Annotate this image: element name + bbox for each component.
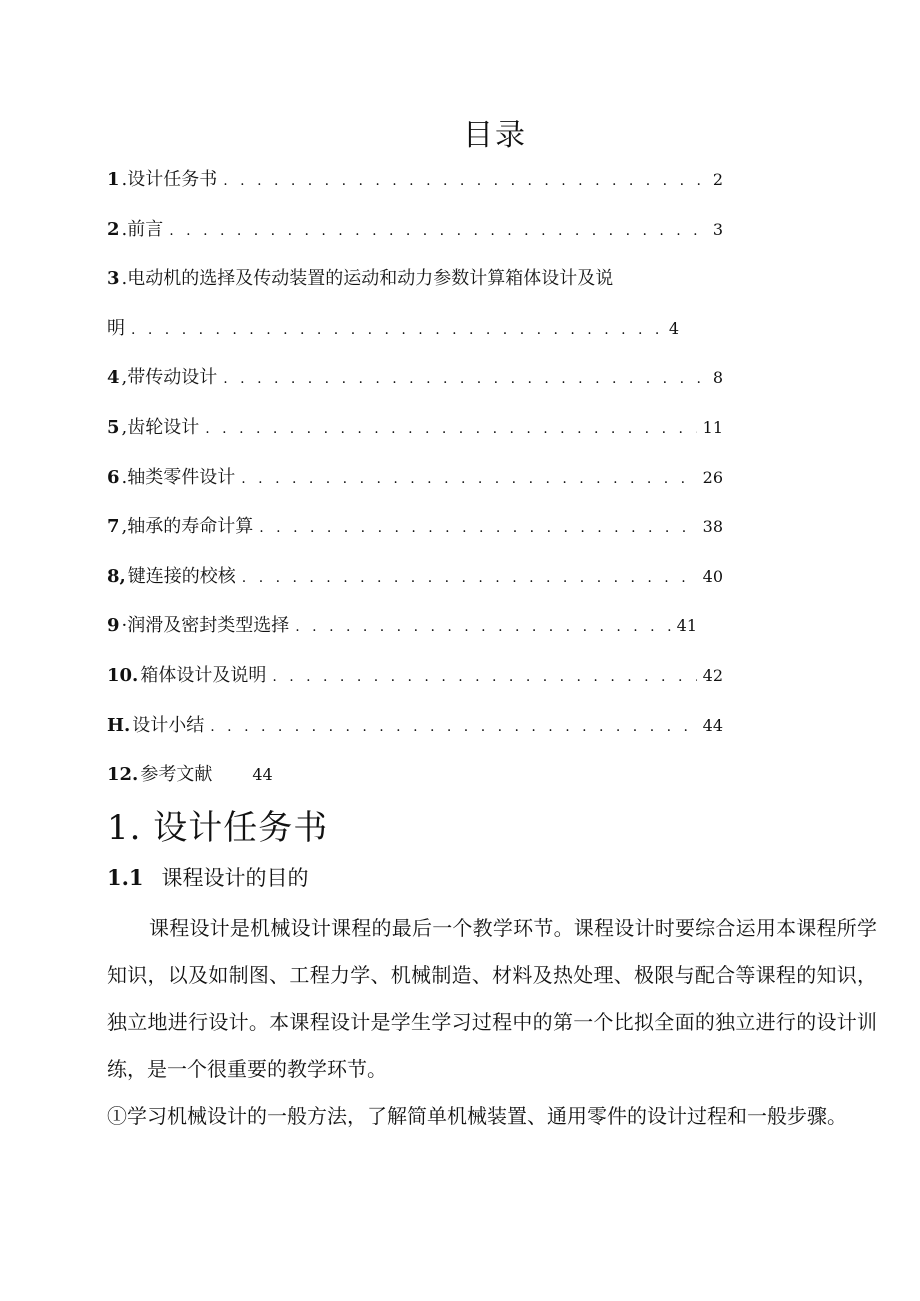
- subsection-title: 课程设计的目的: [161, 866, 309, 890]
- section-heading: 1. 设计任务书: [107, 808, 329, 848]
- toc-entry-number: 1: [107, 169, 120, 190]
- toc-entry-11[interactable]: [107, 706, 723, 756]
- subsection-heading: [107, 862, 309, 892]
- toc-entry-number: 12.: [107, 764, 139, 786]
- toc-entry-title: 箱体设计及说明: [140, 664, 267, 686]
- toc-entry-number: 3: [107, 268, 120, 290]
- toc-entry-number: 8,: [107, 565, 126, 587]
- toc-entry-number: 7: [107, 516, 120, 538]
- toc-entry-page: 38: [702, 517, 723, 537]
- toc-entry-separator: ,: [121, 367, 128, 389]
- toc-entry-title: 设计任务书: [127, 169, 218, 190]
- toc-entry-title: 明: [107, 317, 125, 339]
- toc-entry-page: 44: [702, 715, 723, 735]
- toc-title: 目录: [463, 118, 527, 153]
- toc-entry-page: 44: [252, 765, 273, 785]
- dot-leader: [223, 359, 707, 399]
- toc-entry-2[interactable]: [107, 210, 723, 260]
- dot-leader: [259, 508, 696, 548]
- paragraph: 课程设计是机械设计课程的最后一个教学环节。课程设计时要综合运用本课程所学知识，以及如制图、工程力学、机械制造、材料及热处理、极限与配合等课程的知识，独立地进行设计。本课程设计是学生学习过程中的第一个比拟全面的独立进行的设计训练，是一个很重要的教学环节。: [107, 916, 877, 1081]
- toc-entry-3-continued[interactable]: [107, 309, 679, 359]
- toc-entry-number: 2: [107, 218, 120, 240]
- body-text: [107, 905, 877, 1140]
- toc-entry-title: 轴承的寿命计算: [127, 516, 254, 538]
- toc-entry-number: 10.: [107, 664, 139, 686]
- toc-entry-title: 齿轮设计: [127, 416, 200, 438]
- dot-leader: [205, 409, 696, 449]
- toc-entry-separator: .: [121, 268, 128, 290]
- subsection-number: 1.1: [107, 865, 144, 890]
- toc-entry-number: 4: [107, 367, 120, 389]
- toc-entry-page: 26: [702, 467, 723, 487]
- dot-leader: [169, 211, 707, 251]
- toc-entry-number: 5: [107, 416, 120, 438]
- dot-leader: [223, 161, 707, 201]
- dot-leader: [242, 558, 697, 598]
- table-of-contents: [107, 160, 723, 805]
- toc-entry-10[interactable]: [107, 656, 723, 706]
- dot-leader: [241, 459, 696, 499]
- toc-entry-title: 电动机的选择及传动装置的运动和动力参数计算箱体设计及说: [127, 268, 614, 290]
- toc-entry-page: 4: [668, 318, 679, 338]
- toc-entry-separator: .: [121, 218, 128, 240]
- toc-entry-page: 40: [702, 566, 723, 586]
- toc-entry-page: 3: [712, 219, 723, 239]
- toc-entry-6[interactable]: [107, 458, 723, 508]
- toc-entry-title: 设计小结: [132, 714, 205, 736]
- toc-entry-number: 9: [107, 615, 120, 637]
- toc-entry-separator: ,: [121, 416, 128, 438]
- toc-entry-separator: ,: [121, 516, 128, 538]
- toc-entry-title: 带传动设计: [127, 367, 218, 389]
- toc-entry-9[interactable]: [107, 606, 697, 656]
- toc-entry-4[interactable]: [107, 358, 723, 408]
- toc-entry-7[interactable]: [107, 507, 723, 557]
- toc-entry-page: 2: [712, 170, 723, 189]
- dot-leader: [131, 310, 663, 350]
- toc-entry-12[interactable]: [107, 755, 723, 805]
- toc-entry-page: 42: [702, 665, 723, 685]
- paragraph: ①学习机械设计的一般方法，了解简单机械装置、通用零件的设计过程和一般步骤。: [107, 1104, 847, 1128]
- toc-entry-title: 轴类零件设计: [127, 466, 236, 488]
- dot-leader: [210, 707, 696, 747]
- toc-entry-page: 41: [676, 616, 697, 636]
- dot-leader: [295, 607, 670, 647]
- toc-entry-page: 11: [702, 417, 723, 437]
- toc-entry-3[interactable]: [107, 259, 723, 309]
- toc-entry-title: 润滑及密封类型选择: [127, 615, 290, 637]
- toc-entry-title: 键连接的校核: [127, 565, 236, 587]
- toc-entry-5[interactable]: [107, 408, 723, 458]
- toc-entry-title: 前言: [127, 218, 164, 240]
- toc-entry-separator: .: [121, 169, 128, 190]
- toc-entry-number: 6: [107, 466, 120, 488]
- toc-entry-title: 参考文献: [140, 764, 213, 786]
- toc-entry-8[interactable]: [107, 557, 723, 607]
- toc-entry-1[interactable]: [107, 160, 723, 210]
- toc-entry-number: H.: [107, 714, 131, 736]
- toc-entry-page: 8: [712, 368, 723, 388]
- dot-leader: [272, 657, 696, 697]
- toc-entry-separator: .: [121, 466, 128, 488]
- toc-entry-separator: ·: [121, 615, 128, 637]
